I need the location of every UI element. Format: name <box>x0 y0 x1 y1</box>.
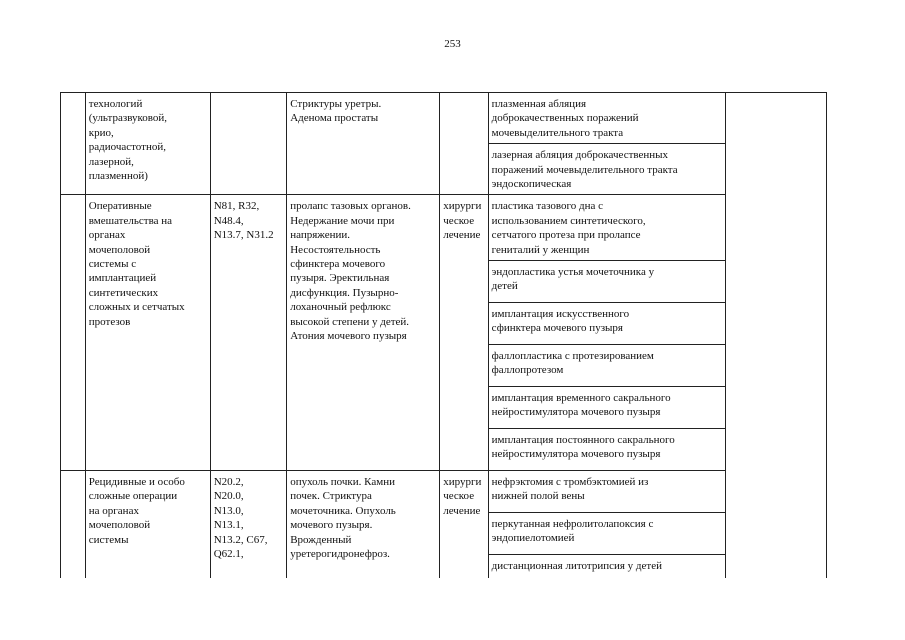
number-cell <box>61 195 86 471</box>
diagnosis-cell: пролапс тазовых органов. Недержание мочи при напряжении. Несостоятельность сфинктера мочевого пузыря. Эректильная дисфункция. Пузырно- лоханочный рефлюкс высокой степени у детей. Атония мочевого пузыря <box>287 195 440 471</box>
method-cell: пластика тазового дна с использованием синтетического, сетчатого протеза при пролапсе гениталий у женщин <box>488 195 725 261</box>
treatment-type-cell: хирурги ческое лечение <box>440 195 488 471</box>
method-cell: перкутанная нефролитолапоксия с эндопиелотомией <box>488 513 725 555</box>
method-cell: имплантация искусственного сфинктера мочевого пузыря <box>488 303 725 345</box>
table-row <box>61 471 827 513</box>
diagnosis-cell: Стриктуры уретры. Аденома простаты <box>287 93 440 195</box>
method-cell: фаллопластика с протезированием фаллопротезом <box>488 345 725 387</box>
number-cell <box>61 471 86 579</box>
cost-cell <box>725 93 826 579</box>
number-cell <box>61 93 86 195</box>
method-cell: эндопластика устья мочеточника у детей <box>488 261 725 303</box>
group-name-cell: технологий (ультразвуковой, крио, радиочастотной, лазерной, плазменной) <box>85 93 210 195</box>
group-name-cell: Рецидивные и особо сложные операции на органах мочеполовой системы <box>85 471 210 579</box>
treatment-type-cell: хирурги ческое лечение <box>440 471 488 579</box>
method-cell: дистанционная литотрипсия у детей <box>488 555 725 579</box>
treatment-type-cell <box>440 93 488 195</box>
icd-codes-cell: N81, R32, N48.4, N13.7, N31.2 <box>210 195 286 471</box>
diagnosis-cell: опухоль почки. Камни почек. Стриктура мочеточника. Опухоль мочевого пузыря. Врожденный уретерогидронефроз. <box>287 471 440 579</box>
medical-care-table <box>60 92 827 578</box>
table-row <box>61 93 827 144</box>
table-row <box>61 195 827 261</box>
icd-codes-cell: N20.2, N20.0, N13.0, N13.1, N13.2, C67, Q62.1, <box>210 471 286 579</box>
method-cell: имплантация временного сакрального нейростимулятора мочевого пузыря <box>488 387 725 429</box>
icd-codes-cell <box>210 93 286 195</box>
method-cell: плазменная абляция доброкачественных поражений мочевыделительного тракта <box>488 93 725 144</box>
method-cell: нефрэктомия с тромбэктомией из нижней полой вены <box>488 471 725 513</box>
page-number: 253 <box>444 38 461 50</box>
method-cell: лазерная абляция доброкачественных поражений мочевыделительного тракта эндоскопическая <box>488 144 725 195</box>
method-cell: имплантация постоянного сакрального нейростимулятора мочевого пузыря <box>488 429 725 471</box>
group-name-cell: Оперативные вмешательства на органах мочеполовой системы с имплантацией синтетических сложных и сетчатых протезов <box>85 195 210 471</box>
